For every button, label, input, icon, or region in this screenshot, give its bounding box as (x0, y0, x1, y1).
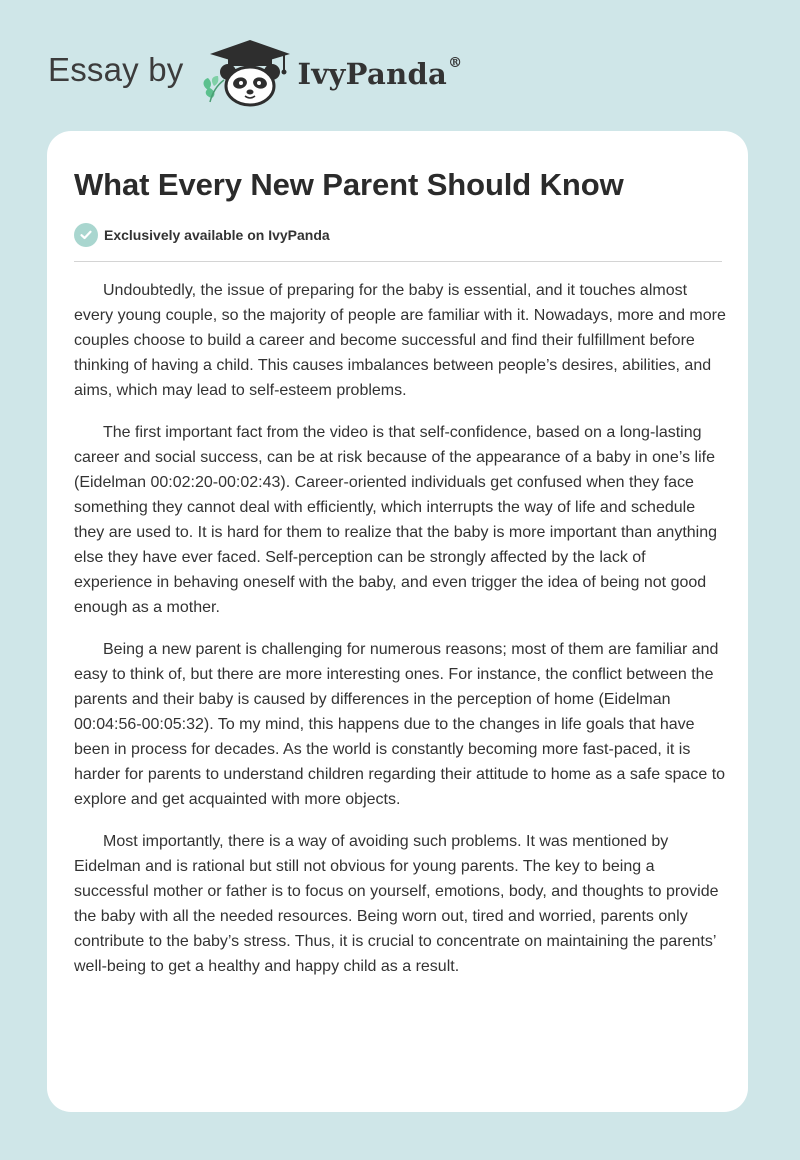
essay-title: What Every New Parent Should Know (74, 167, 624, 202)
exclusive-badge (74, 223, 330, 247)
essay-body (74, 278, 726, 996)
essay-card (47, 131, 748, 1112)
site-header (48, 36, 462, 108)
brand-text: IvyPanda (297, 57, 448, 91)
registered-mark: ® (448, 55, 463, 71)
essay-paragraph: Being a new parent is challenging for numerous reasons; most of them are familiar and easy to think of, but there are more interesting ones. For instance, the conflict between the parents and their baby is caused by differences in the perception of home (Eidelman 00:04:56-00:05:32). To my mind, this happens due to the changes in life goals that have been in process for decades. As the world is constantly becoming more fast-paced, it is harder for parents to understand children regarding their attitude to home as a safe space to explore and get acquainted with more objects. (74, 641, 726, 808)
check-circle-icon (74, 223, 98, 247)
panda-graduation-cap-icon (198, 36, 294, 108)
essay-by-label: Essay by (48, 51, 184, 88)
brand-name[interactable] (298, 57, 463, 91)
title-divider (74, 261, 722, 262)
ivypanda-logo[interactable] (198, 36, 294, 108)
essay-paragraph: Undoubtedly, the issue of preparing for the baby is essential, and it touches almost every young couple, so the majority of people are familiar with it. Nowadays, more and more couples choose to build a career and become successful and find their fulfillment before thinking of having a child. This causes imbalances between people’s desires, abilities, and aims, which may lead to self-esteem problems. (74, 282, 726, 399)
essay-paragraph: The first important fact from the video is that self-confidence, based on a long-lasting career and social success, can be at risk because of the appearance of a baby in one’s life (Eidelman 00:02:20-00:02:43). Career-oriented individuals get confused when they face something they cannot deal with efficiently, which interrupts the way of life and schedule they are used to. It is hard for them to realize that the baby is more important than anything else they have ever faced. Self-perception can be strongly affected by the lack of experience in behaving oneself with the baby, and even trigger the idea of being not good enough as a mother. (74, 424, 718, 616)
exclusive-badge-label: Exclusively available on IvyPanda (104, 227, 330, 243)
essay-paragraph: Most importantly, there is a way of avoiding such problems. It was mentioned by Eidelman and is rational but still not obvious for young parents. The key to being a successful mother or father is to focus on yourself, emotions, body, and thoughts to provide the baby with all the needed resources. Being worn out, tired and worried, parents only contribute to the baby’s stress. Thus, it is crucial to concentrate on maintaining the parents’ well-being to get a healthy and happy child as a result. (74, 833, 719, 975)
